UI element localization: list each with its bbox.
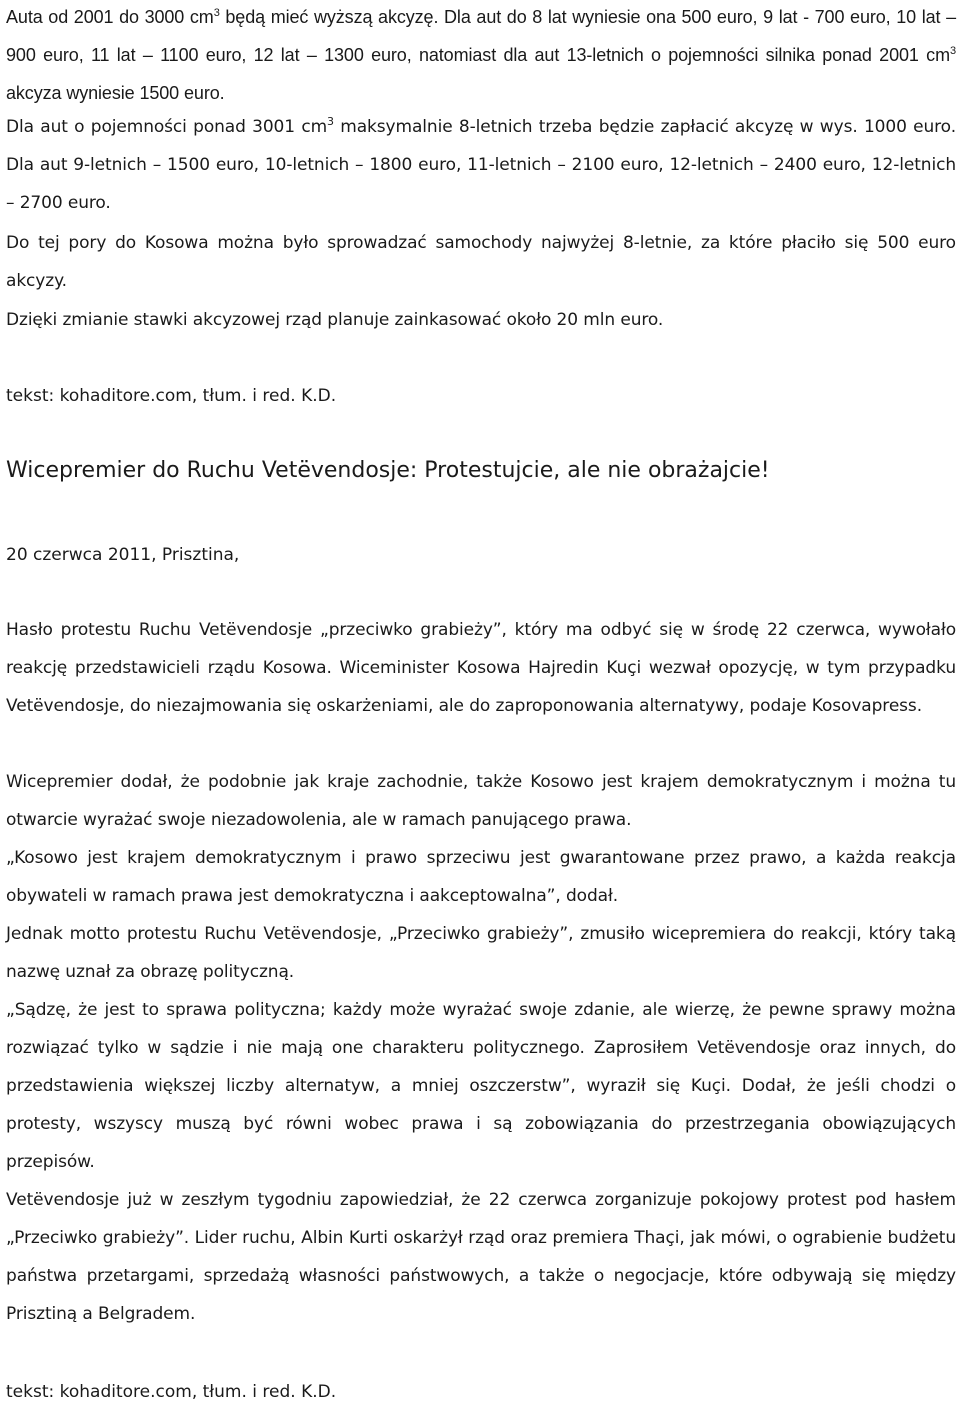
superscript: 3 [213,7,220,19]
article1-paragraph-2 [6,108,956,222]
article1-credit: tekst: kohaditore.com, tłum. i red. K.D. [6,386,337,406]
article2-paragraph-4: Jednak motto protestu Ruchu Vetëvendosje, „Przeciwko grabieży”, zmusiło wicepremiera do reakcji, który taką nazwę uznał za obrazę polityczną. [6,924,956,982]
text-span: maksymalnie 8-letnich trzeba będzie zapłacić akcyzę w wys. 1000 euro. Dla aut 9-letnich – 1500 euro, 10-letnich – 1800 euro, 11-letnich – 2100 euro, 12-letnich – 2400 euro, 12-letnich – 2700 euro. [6,117,956,213]
article2-paragraph-1: Hasło protestu Ruchu Vetëvendosje „przeciwko grabieży”, który ma odbyć się w środę 22 czerwca, wywołało reakcję przedstawicieli rządu Kosowa. Wiceminister Kosowa Hajredin Kuçi wezwał opozycję, w tym przypadku Vetëvendosje, do niezajmowania się oskarżeniami, ale do zaproponowania alternatywy, podaje Kosovapress. [6,620,956,716]
article2-paragraph-3: „Kosowo jest krajem demokratycznym i prawo sprzeciwu jest gwarantowane przez prawo, a każda reakcja obywateli w ramach prawa jest demokratyczna i aakceptowalna”, dodał. [6,848,956,906]
article2-credit: tekst: kohaditore.com, tłum. i red. K.D. [6,1382,337,1402]
text-span: akcyza wyniesie 1500 euro. [6,83,225,103]
text-span: Auta od 2001 do 3000 cm [6,7,214,27]
superscript: 3 [949,45,956,57]
article2-paragraph-5: „Sądzę, że jest to sprawa polityczna; każdy może wyrażać swoje zdanie, ale wierzę, że pewne sprawy można rozwiązać tylko w sądzie i nie mają one charakteru politycznego. Zaprosiłem Vetëvendosje oraz innych, do przedstawienia większej liczby alternatyw, a mniej oszczerstw”, wyraził się Kuçi. Dodał, że jeśli chodzi o protesty, wszyscy muszą być równi wobec prawa i są zobowiązania do przestrzegania obowiązujących przepisów. [6,1000,956,1172]
article2-paragraph-2: Wicepremier dodał, że podobnie jak kraje zachodnie, także Kosowo jest krajem demokratycznym i można tu otwarcie wyrażać swoje niezadowolenia, ale w ramach panującego prawa. [6,772,956,830]
text-span: Dla aut o pojemności ponad 3001 cm [6,117,328,137]
text-span: będą mieć wyższą akcyzę. Dla aut do 8 lat wyniesie ona 500 euro, 9 lat - 700 euro, 10 lat – 900 euro, 11 lat – 1100 euro, 12 lat – 1300 euro, natomiast dla aut 13-letnich o pojemności silnika ponad 2001 cm [6,7,956,65]
superscript: 3 [327,115,334,128]
article1-paragraph-1 [6,0,956,112]
article1-paragraph-3: Do tej pory do Kosowa można było sprowadzać samochody najwyżej 8-letnie, za które płaciło się 500 euro akcyzy. [6,233,956,291]
article1-paragraph-4: Dzięki zmianie stawki akcyzowej rząd planuje zainkasować około 20 mln euro. [6,310,664,330]
article2-title: Wicepremier do Ruchu Vetëvendosje: Protestujcie, ale nie obrażajcie! [6,458,770,483]
article2-dateline: 20 czerwca 2011, Prisztina, [6,545,240,565]
article2-paragraph-6: Vetëvendosje już w zeszłym tygodniu zapowiedział, że 22 czerwca zorganizuje pokojowy protest pod hasłem „Przeciwko grabieży”. Lider ruchu, Albin Kurti oskarżył rząd oraz premiera Thaçi, jak mówi, o ograbienie budżetu państwa przetargami, sprzedażą własności państwowych, a także o negocjacje, które odbywają się między Prisztiną a Belgradem. [6,1190,956,1324]
